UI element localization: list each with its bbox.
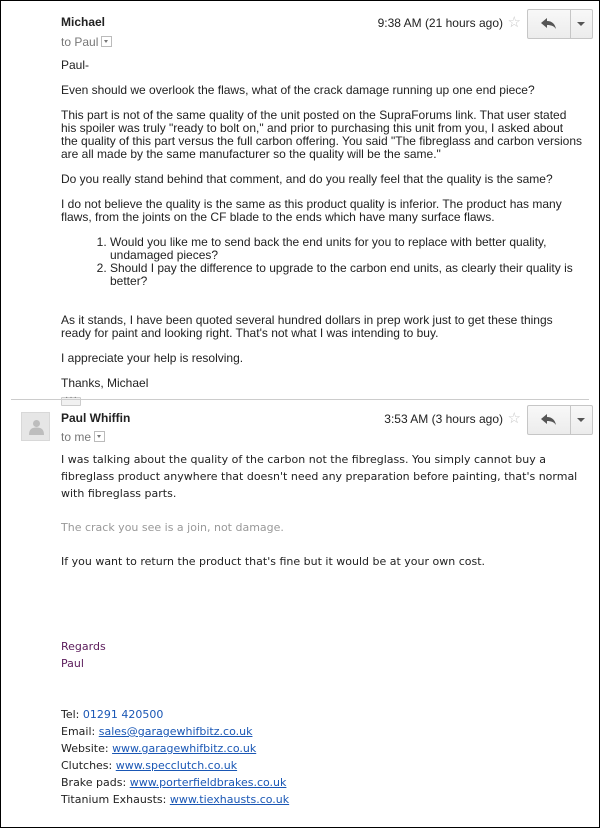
email-link[interactable]: sales@garagewhifbitz.co.uk [98, 725, 253, 738]
body-paragraph: If you want to return the product that's fine but it would be at your own cost. [61, 555, 486, 568]
exhausts-link[interactable]: www.tiexhausts.co.uk [169, 793, 290, 806]
body-paragraph: This part is not of the same quality of the unit posted on the SupraForums link. That user stated his spoiler was truly "ready to bolt on," and prior to purchasing this unit from you, I asked about the quality of this part versus the full carbon offering. You said "The fibreglass and carbon versions are all made by the same manufacturer so the quality will be the same." [61, 108, 583, 161]
clutches-label: Clutches: [61, 759, 113, 772]
message-actions [527, 9, 593, 39]
details-dropdown-icon[interactable] [94, 431, 105, 442]
greeting: Paul- [61, 58, 90, 72]
contact-block [61, 706, 581, 808]
more-options-button[interactable] [571, 406, 592, 434]
recipient-label: to me [61, 430, 92, 444]
star-icon[interactable]: ☆ [507, 14, 521, 31]
contact-tel [61, 706, 581, 723]
tel-label: Tel: [61, 708, 80, 721]
contact-website [61, 740, 581, 757]
body-paragraph: The crack you see is a join, not damage. [61, 521, 284, 534]
recipient-label: to Paul [61, 35, 99, 49]
contact-exhausts [61, 791, 581, 808]
person-icon [29, 419, 44, 435]
body-paragraph: I appreciate your help is resolving. [61, 351, 244, 365]
reply-arrow-icon [541, 18, 557, 30]
signature-regards: Regards [61, 640, 106, 653]
body-paragraph: Do you really stand behind that comment, and do you really feel that the quality is the same? [61, 172, 553, 186]
body-paragraph: I was talking about the quality of the carbon not the fibreglass. You simply cannot buy a fibreglass product anywhere that doesn't need any preparation before painting, that's normal with fibreglass parts. [61, 453, 578, 500]
recipient-line[interactable] [61, 430, 105, 444]
message-body [61, 451, 581, 808]
message-paul [1, 401, 599, 827]
message-body [61, 59, 583, 409]
avatar[interactable] [21, 412, 50, 441]
reply-button[interactable] [528, 10, 571, 38]
star-icon[interactable]: ☆ [507, 410, 521, 427]
sender-name[interactable]: Paul Whiffin [61, 411, 131, 425]
website-link[interactable]: www.garagewhifbitz.co.uk [112, 742, 257, 755]
brakes-label: Brake pads: [61, 776, 127, 789]
contact-clutches [61, 757, 581, 774]
reply-arrow-icon [541, 414, 557, 426]
signature [61, 638, 581, 672]
contact-email [61, 723, 581, 740]
more-options-button[interactable] [571, 10, 592, 38]
message-divider [11, 399, 589, 400]
body-paragraph: As it stands, I have been quoted several hundred dollars in prep work just to get these things ready for paint and looking right. That's not what I was intending to buy. [61, 313, 553, 340]
body-paragraph: I do not believe the quality is the same as this product quality is inferior. The product has many flaws, from the joints on the CF blade to the ends which have many surface flaws. [61, 197, 562, 224]
question-list [61, 236, 583, 288]
sender-name[interactable]: Michael [61, 15, 106, 29]
list-item: 1. Would you like me to send back the end units for you to replace with better quality, undamaged pieces? [110, 236, 583, 262]
body-paragraph: Even should we overlook the flaws, what of the crack damage running up one end piece? [61, 83, 535, 97]
tel-number: 01291 420500 [82, 708, 164, 721]
website-label: Website: [61, 742, 109, 755]
message-actions [527, 405, 593, 435]
brakes-link[interactable]: www.porterfieldbrakes.co.uk [129, 776, 287, 789]
message-michael [1, 1, 599, 398]
email-label: Email: [61, 725, 96, 738]
signature-name: Paul [61, 657, 84, 670]
clutches-link[interactable]: www.specclutch.co.uk [115, 759, 238, 772]
reply-button[interactable] [528, 406, 571, 434]
recipient-line[interactable] [61, 35, 112, 49]
contact-brakes [61, 774, 581, 791]
details-dropdown-icon[interactable] [101, 36, 112, 47]
message-timestamp: 3:53 AM (3 hours ago) [384, 412, 503, 426]
closing: Thanks, Michael [61, 376, 149, 390]
exhausts-label: Titanium Exhausts: [61, 793, 167, 806]
list-item: 2. Should I pay the difference to upgrade to the carbon end units, as clearly their quality is better? [110, 262, 583, 288]
message-timestamp: 9:38 AM (21 hours ago) [377, 16, 503, 30]
